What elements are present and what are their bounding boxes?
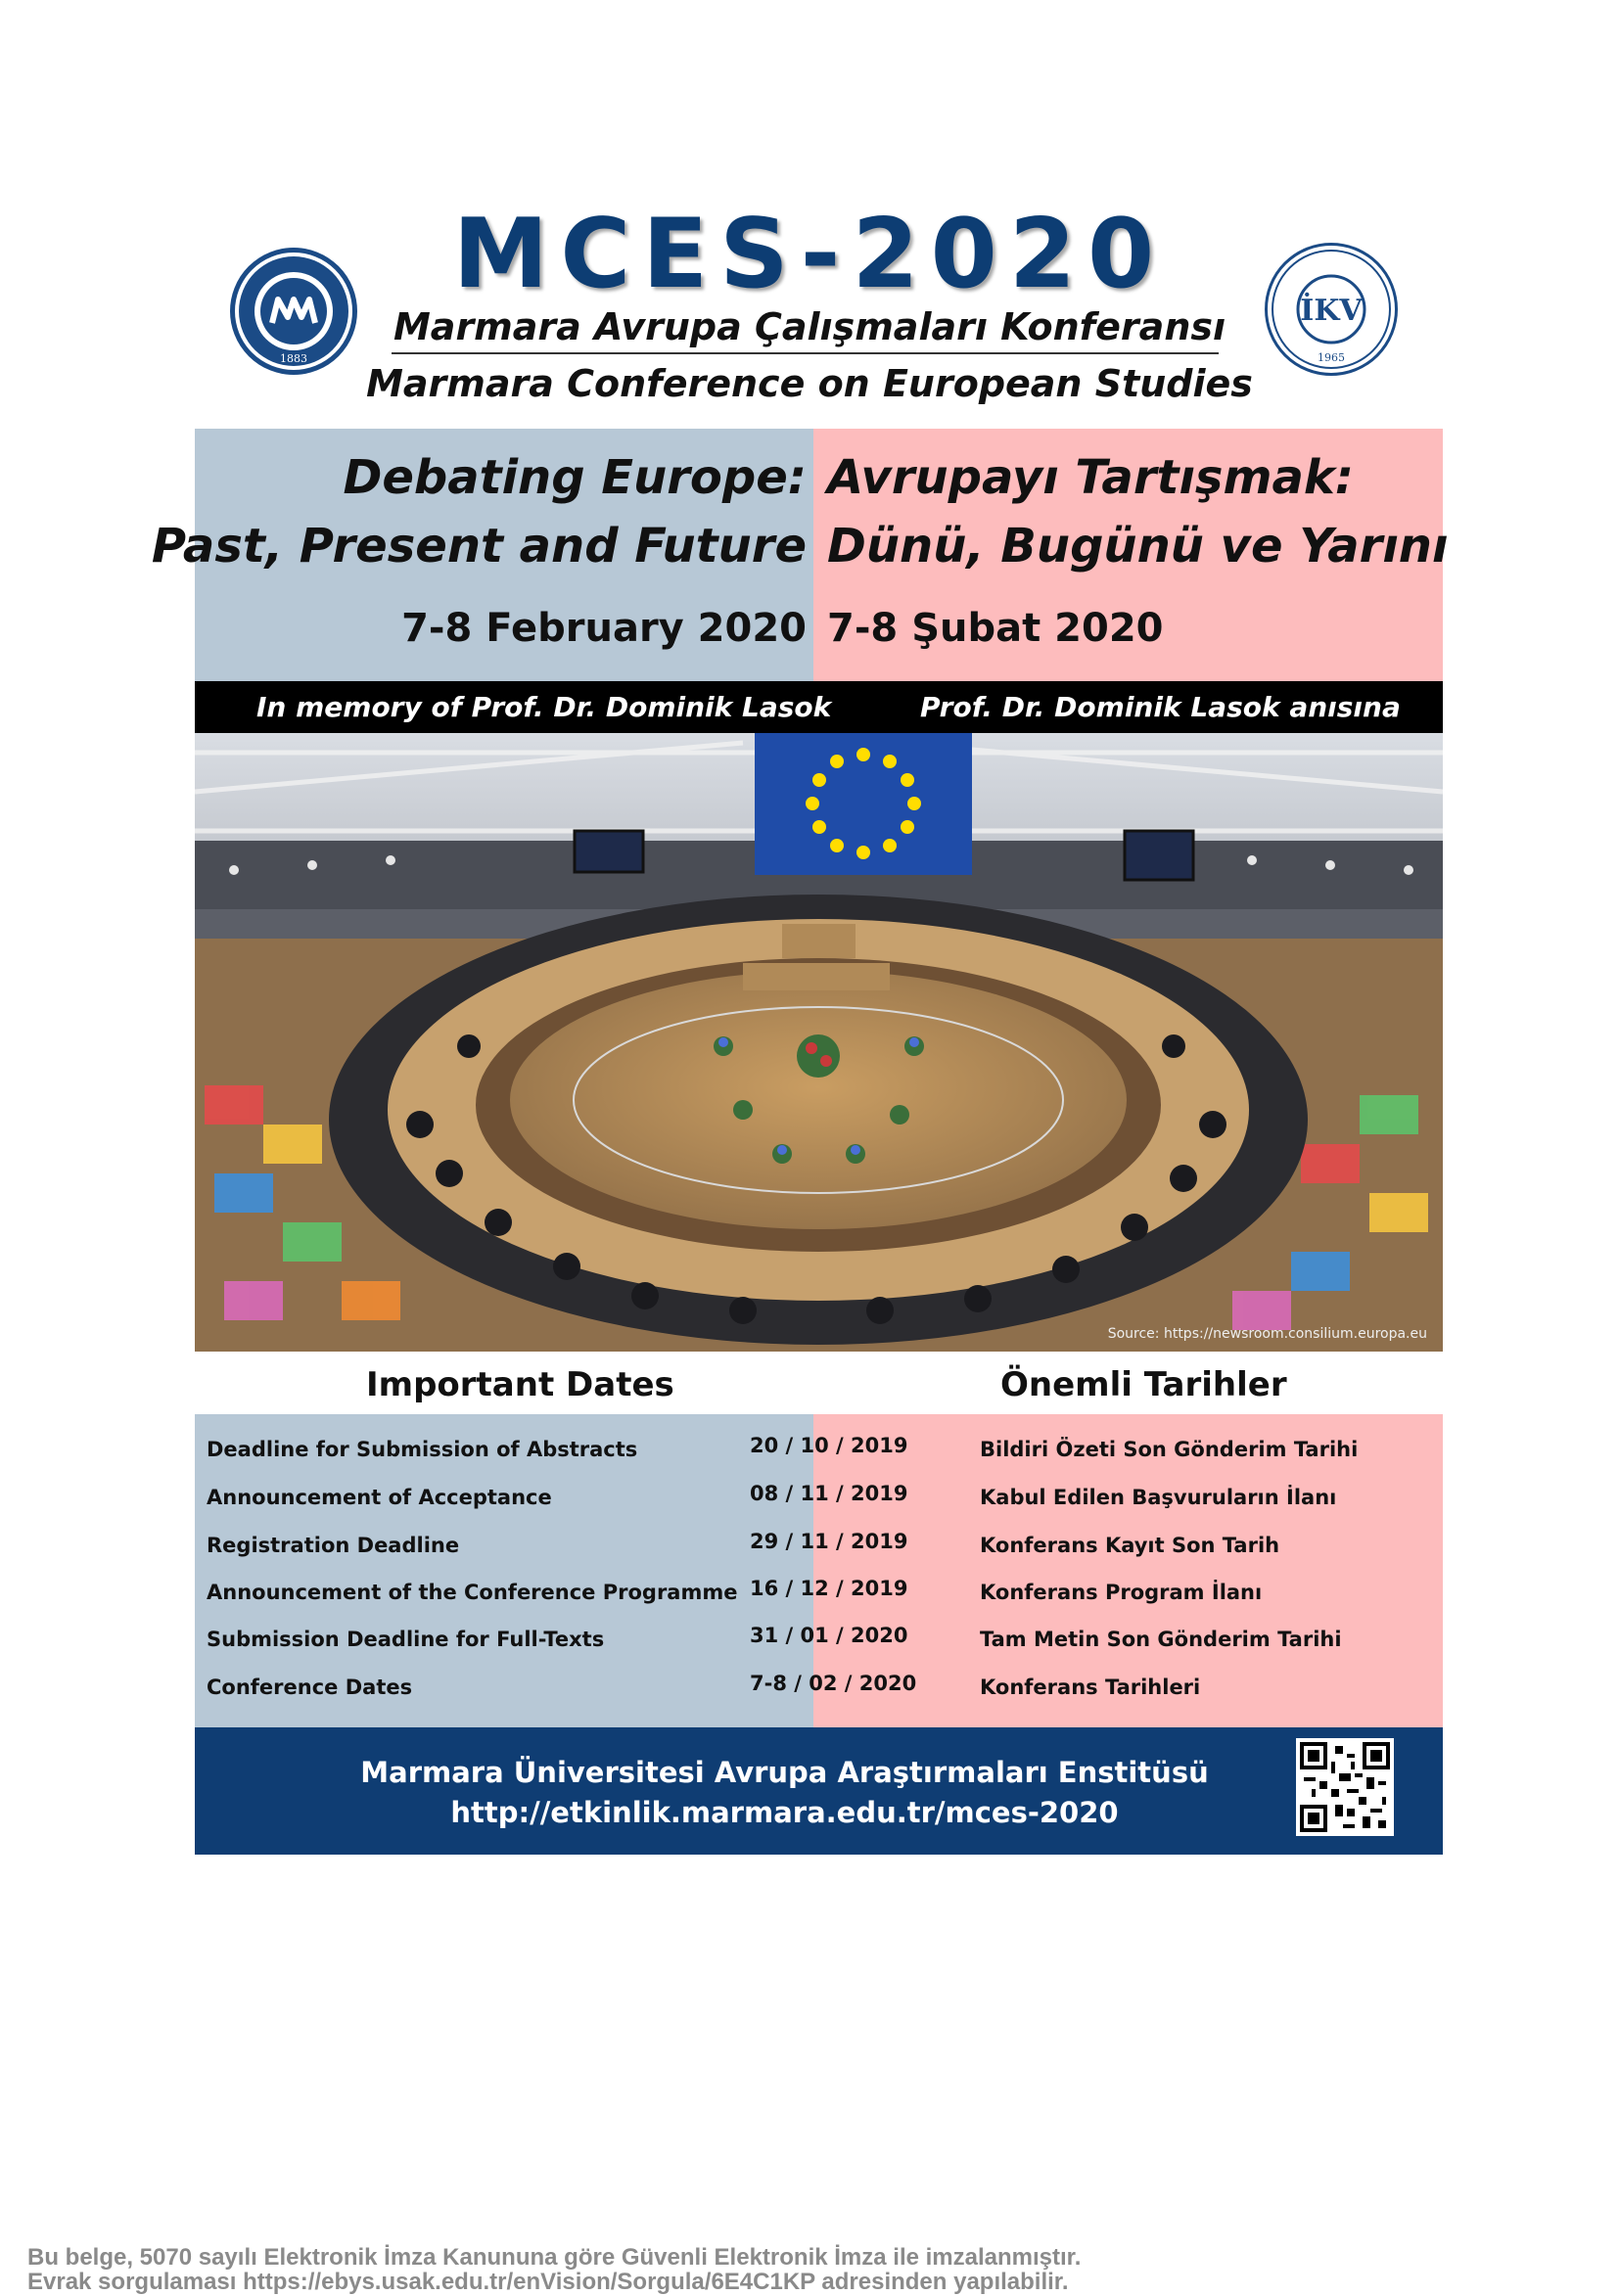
document-verification-notice: Evrak sorgulaması https://ebys.usak.edu.tr/enVision/Sorgula/6E4C1KP adresinden yapılabilir. [27, 2269, 1069, 2295]
date-row-label-en: Announcement of Acceptance [207, 1486, 552, 1509]
marmara-seal-year: 1883 [280, 352, 307, 365]
theme-title-en-line2: Past, Present and Future [151, 519, 807, 574]
conference-date-tr: 7-8 Şubat 2020 [827, 606, 1164, 651]
date-row-label-tr: Konferans Program İlanı [980, 1581, 1263, 1604]
date-row-label-tr: Bildiri Özeti Son Gönderim Tarihi [980, 1438, 1359, 1461]
ikv-seal-year: 1965 [1318, 351, 1345, 364]
conference-subtitle-tr: Marmara Avrupa Çalışmaları Konferansı [393, 305, 1226, 348]
date-row-date: 31 / 01 / 2020 [750, 1624, 908, 1647]
conference-title: MCES-2020 [452, 199, 1167, 310]
council-chamber-illustration [195, 733, 1443, 1352]
photo-source: Source: https://newsroom.consilium.europa.eu [1107, 1326, 1427, 1342]
e-signature-notice: Bu belge, 5070 sayılı Elektronik İmza Kanununa göre Güvenli Elektronik İmza ile imzalanmıştır. [27, 2244, 1082, 2271]
institute-name: Marmara Üniversitesi Avrupa Araştırmaları Enstitüsü [360, 1756, 1209, 1789]
date-row-date: 20 / 10 / 2019 [750, 1434, 908, 1457]
onemli-tarihler-heading: Önemli Tarihler [1000, 1365, 1287, 1404]
date-row-label-tr: Tam Metin Son Gönderim Tarihi [980, 1628, 1342, 1651]
memorial-text-en: In memory of Prof. Dr. Dominik Lasok [256, 691, 832, 723]
theme-title-en-line1: Debating Europe: [343, 450, 807, 505]
eu-flag-icon [755, 733, 972, 875]
date-row-date: 7-8 / 02 / 2020 [750, 1672, 917, 1695]
theme-title-tr-line2: Dünü, Bugünü ve Yarını [827, 519, 1449, 574]
date-row-date: 29 / 11 / 2019 [750, 1530, 908, 1553]
date-row-label-tr: Kabul Edilen Başvuruların İlanı [980, 1486, 1337, 1509]
date-row-label-en: Announcement of the Conference Programme [207, 1581, 738, 1604]
date-row-label-en: Submission Deadline for Full-Texts [207, 1628, 605, 1651]
conference-subtitle-en: Marmara Conference on European Studies [366, 362, 1253, 405]
ikv-seal-text: İKV [1300, 294, 1363, 328]
date-row-date: 16 / 12 / 2019 [750, 1577, 908, 1600]
date-row-label-tr: Konferans Kayıt Son Tarih [980, 1534, 1280, 1557]
date-row-label-en: Conference Dates [207, 1676, 413, 1699]
date-row-label-en: Deadline for Submission of Abstracts [207, 1438, 638, 1461]
ikv-logo [1265, 243, 1398, 376]
conference-url-link[interactable]: http://etkinlik.marmara.edu.tr/mces-2020 [450, 1796, 1119, 1829]
header-divider [392, 352, 1219, 354]
qr-code-icon[interactable] [1296, 1738, 1394, 1836]
date-row-label-tr: Konferans Tarihleri [980, 1676, 1201, 1699]
theme-title-tr-line1: Avrupayı Tartışmak: [827, 450, 1354, 505]
important-dates-heading: Important Dates [366, 1365, 674, 1404]
date-row-date: 08 / 11 / 2019 [750, 1482, 908, 1505]
council-meeting-photo [195, 733, 1443, 1352]
conference-date-en: 7-8 February 2020 [401, 606, 807, 651]
memorial-text-tr: Prof. Dr. Dominik Lasok anısına [920, 691, 1401, 723]
date-row-label-en: Registration Deadline [207, 1534, 460, 1557]
ikv-seal-icon [1268, 246, 1395, 373]
